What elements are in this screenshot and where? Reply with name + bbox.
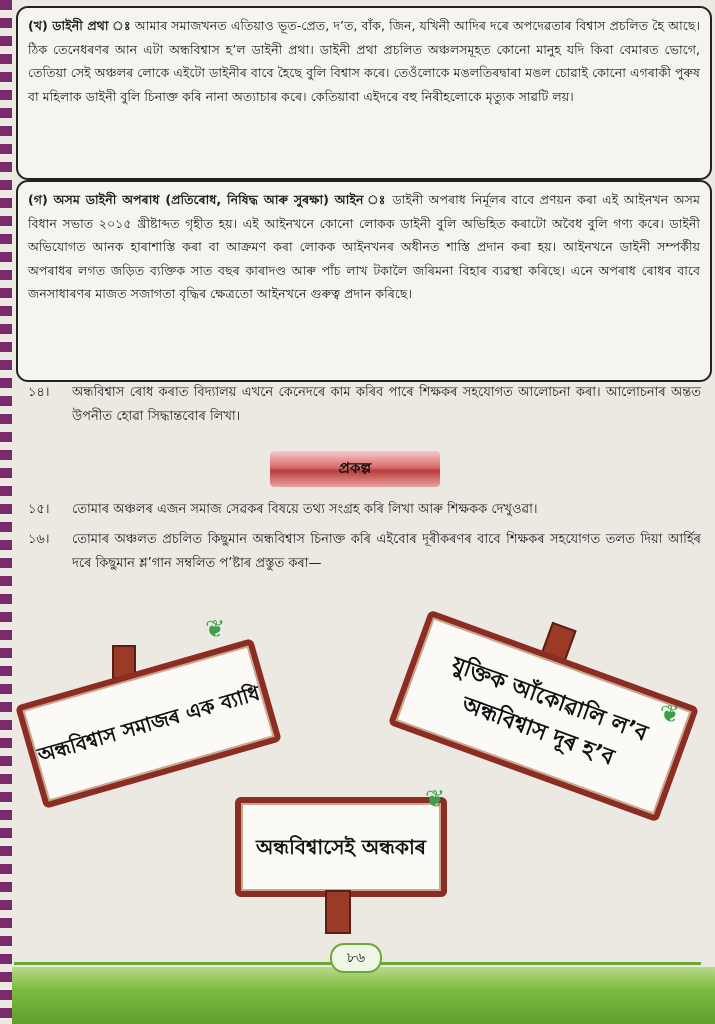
question-number: ১৬। [28, 532, 50, 547]
question-number: ১৫। [28, 502, 50, 517]
sign-text: যুক্তিক আঁকোৱালি ল’ব অন্ধবিশ্বাস দূৰ হ’ব [448, 652, 651, 771]
question-text: অন্ধবিশ্বাস ৰোধ কৰাত বিদ্যালয় এখনে কেনেদৰে কাম কৰিব পাৰে শিক্ষকৰ সহযোগত আলোচনা কৰা। আলোচনাৰ অন্তত উপনীত হোৱা সিদ্ধান্তবোৰ লিখা। [72, 385, 701, 424]
box-text: আমাৰ সমাজখনত এতিয়াও ভূত-প্ৰেত, দ’ত, বাঁক, জিন, যখিনী আদিৰ দৰে অপদেৱতাৰ বিশ্বাস প্ৰচলিত হৈ আছে। ঠিক তেনেধৰণৰ আন এটা অন্ধবিশ্বাস হ’ল ডাইনী প্ৰথা। ডাইনী প্ৰথা প্ৰচলিত অঞ্চলসমূহত কোনো মানুহ যদি কিবা বেমাৰত ভোগে, তেতিয়া সেই অঞ্চলৰ লোকে এইটো ডাইনীৰ বাবে হৈছে বুলি বিশ্বাস কৰে। তেওঁলোকে মঙলতিৰদ্বাৰা মঙল চোৱাই কোনো এগৰাকী পুৰুষ বা মহিলাক ডাইনী বুলি চিনাক্ত কৰি নানা অত্যাচাৰ কৰে। কেতিয়াবা এইদৰে বহু নিৰীহলোকে মৃত্যুক সাৱটি লয়। [28, 18, 700, 104]
page-number: ৮৬ [330, 943, 382, 973]
question-15 [28, 498, 701, 524]
signboard-center [230, 785, 470, 945]
question-text: তোমাৰ অঞ্চলত প্ৰচলিত কিছুমান অন্ধবিশ্বাস চিনাক্ত কৰি এইবোৰ দূৰীকৰণৰ বাবে শিক্ষকৰ সহযোগত তলত দিয়া আৰ্হিৰ দৰে কিছুমান শ্ল’গান সম্বলিত প’ষ্টাৰ প্ৰস্তুত কৰা— [72, 532, 701, 571]
question-14 [28, 381, 701, 431]
box-heading: (গ) অসম ডাইনী অপৰাধ (প্ৰতিৰোধ, নিষিদ্ধ আৰু সুৰক্ষা) আইন ঃ [28, 192, 387, 207]
sign-post [325, 890, 351, 934]
question-text: তোমাৰ অঞ্চলৰ এজন সমাজ সেৱকৰ বিষয়ে তথ্য সংগ্ৰহ কৰি লিখা আৰু শিক্ষকক দেখুওৱা। [72, 502, 538, 517]
leaf-icon: ❦ [660, 700, 681, 728]
sign-board [15, 638, 282, 809]
sign-board [235, 797, 447, 897]
witch-hunting-act-box [16, 180, 712, 382]
dayini-practice-box [16, 6, 712, 180]
question-16 [28, 528, 701, 578]
leaf-icon: ❦ [205, 615, 226, 643]
project-label: প্ৰকল্প [270, 451, 440, 487]
sign-text: অন্ধবিশ্বাসেই অন্ধকাৰ [255, 835, 427, 859]
question-number: ১৪। [28, 385, 50, 400]
box-text: ডাইনী অপৰাধ নিৰ্মূলৰ বাবে প্ৰণয়ন কৰা এই আইনখন অসম বিধান সভাত ২০১৫ খ্ৰীষ্টাব্দত গৃহীত হয়। এই আইনখনে কোনো লোকক ডাইনী বুলি অভিহিত কৰাটো অবৈধ বুলি গণ্য কৰে। ডাইনী অভিযোগত আনক হাৰাশাস্তি কৰা বা আক্ৰমণ কৰা লোকক আইনখনৰ অধীনত শাস্তি প্ৰদান কৰা হয়। আইনখনে ডাইনী সম্পৰ্কীয় অপৰাধৰ লগত জড়িত ব্যক্তিক সাত বছৰ কাৰাদণ্ড আৰু পাঁচ লাখ টকালৈ জৰিমনা বিহাৰ ব্যৱস্থা কৰিছে। এনে অপৰাধ ৰোধৰ বাবে জনসাধাৰণৰ মাজত সজাগতা বৃদ্ধিৰ ক্ষেত্ৰতো আইনখনে গুৰুত্ব প্ৰদান কৰিছে। [28, 192, 700, 301]
leaf-icon: ❦ [425, 785, 446, 813]
sign-text: অন্ধবিশ্বাস সমাজৰ এক ব্যাধি [34, 680, 263, 767]
footer-band [12, 967, 715, 1024]
spiral-binding [0, 0, 12, 1024]
box-heading: (খ) ডাইনী প্ৰথা ঃ [28, 18, 131, 33]
